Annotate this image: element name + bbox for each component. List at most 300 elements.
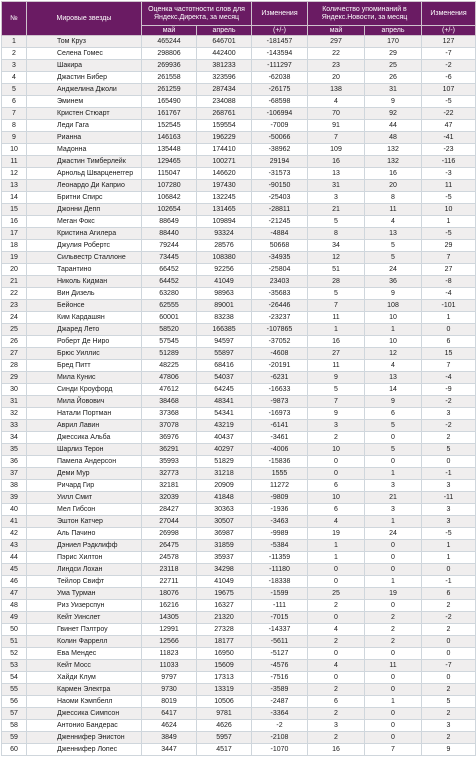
cell-news-april: 14 (365, 384, 422, 396)
cell-freq-april: 28576 (197, 240, 252, 252)
cell-news-may: 27 (308, 348, 365, 360)
cell-freq-change: -38962 (252, 144, 308, 156)
cell-freq-may: 146163 (142, 132, 197, 144)
cell-news-change: 7 (422, 252, 476, 264)
cell-name: Уилл Смит (27, 492, 142, 504)
cell-freq-may: 79244 (142, 240, 197, 252)
cell-name: Ричард Гир (27, 480, 142, 492)
table-row (2, 108, 476, 120)
cell-num: 60 (2, 744, 27, 756)
cell-name: Аль Пачино (27, 528, 142, 540)
cell-name: Леонардо Ди Каприо (27, 180, 142, 192)
cell-freq-change: -3463 (252, 516, 308, 528)
cell-num: 58 (2, 720, 27, 732)
cell-freq-april: 323596 (197, 72, 252, 84)
cell-freq-may: 66452 (142, 264, 197, 276)
cell-news-april: 0 (365, 672, 422, 684)
cell-news-change: 6 (422, 588, 476, 600)
cell-freq-change: -68598 (252, 96, 308, 108)
cell-num: 55 (2, 684, 27, 696)
cell-freq-may: 62555 (142, 300, 197, 312)
cell-num: 13 (2, 180, 27, 192)
cell-name: Джулия Робертс (27, 240, 142, 252)
cell-freq-april: 146620 (197, 168, 252, 180)
cell-news-may: 4 (308, 516, 365, 528)
table-row (2, 468, 476, 480)
cell-name: Кейт Мосс (27, 660, 142, 672)
table-row (2, 636, 476, 648)
cell-news-may: 1 (308, 552, 365, 564)
cell-num: 57 (2, 708, 27, 720)
table-row (2, 72, 476, 84)
cell-news-april: 3 (365, 480, 422, 492)
cell-news-may: 19 (308, 528, 365, 540)
cell-freq-change: -16633 (252, 384, 308, 396)
cell-name: Мел Гибсон (27, 504, 142, 516)
cell-freq-may: 23118 (142, 564, 197, 576)
table-row (2, 660, 476, 672)
header-pm1: (+/-) (252, 26, 308, 36)
cell-news-april: 0 (365, 564, 422, 576)
cell-freq-may: 38468 (142, 396, 197, 408)
cell-freq-change: 29194 (252, 156, 308, 168)
cell-freq-may: 135448 (142, 144, 197, 156)
header-pm2: (+/-) (422, 26, 476, 36)
cell-news-change: -6 (422, 72, 476, 84)
table-row (2, 96, 476, 108)
cell-name: Риз Уизерспун (27, 600, 142, 612)
cell-freq-april: 30507 (197, 516, 252, 528)
table-row (2, 648, 476, 660)
cell-news-april: 0 (365, 600, 422, 612)
cell-freq-may: 14305 (142, 612, 197, 624)
cell-freq-change: -26446 (252, 300, 308, 312)
header-april2: апрель (365, 26, 422, 36)
cell-freq-april: 31859 (197, 540, 252, 552)
cell-news-change: -8 (422, 276, 476, 288)
cell-num: 59 (2, 732, 27, 744)
cell-num: 42 (2, 528, 27, 540)
cell-news-change: 2 (422, 732, 476, 744)
cell-news-may: 31 (308, 180, 365, 192)
cell-news-april: 11 (365, 204, 422, 216)
cell-news-april: 8 (365, 192, 422, 204)
cell-freq-may: 26998 (142, 528, 197, 540)
cell-freq-april: 64245 (197, 384, 252, 396)
cell-news-change: -4 (422, 372, 476, 384)
cell-news-april: 21 (365, 492, 422, 504)
table-row (2, 552, 476, 564)
table-row (2, 372, 476, 384)
header-num: № (2, 2, 27, 36)
cell-freq-may: 11033 (142, 660, 197, 672)
table-row (2, 480, 476, 492)
cell-freq-may: 16216 (142, 600, 197, 612)
table-row (2, 384, 476, 396)
cell-news-may: 1 (308, 540, 365, 552)
cell-freq-change: -18338 (252, 576, 308, 588)
cell-news-change: 7 (422, 360, 476, 372)
cell-news-change: -7 (422, 660, 476, 672)
cell-news-change: 2 (422, 600, 476, 612)
cell-freq-may: 36291 (142, 444, 197, 456)
cell-num: 20 (2, 264, 27, 276)
cell-num: 12 (2, 168, 27, 180)
cell-freq-april: 196229 (197, 132, 252, 144)
table-row (2, 684, 476, 696)
cell-freq-may: 60001 (142, 312, 197, 324)
cell-freq-may: 28427 (142, 504, 197, 516)
table-row (2, 336, 476, 348)
cell-freq-change: -28811 (252, 204, 308, 216)
cell-freq-change: -1070 (252, 744, 308, 756)
cell-freq-april: 31218 (197, 468, 252, 480)
cell-news-change: 2 (422, 432, 476, 444)
cell-news-april: 92 (365, 108, 422, 120)
cell-news-may: 9 (308, 408, 365, 420)
cell-news-change: 1 (422, 552, 476, 564)
cell-news-change: 3 (422, 504, 476, 516)
cell-num: 17 (2, 228, 27, 240)
table-row (2, 612, 476, 624)
cell-name: Линдси Лохан (27, 564, 142, 576)
cell-freq-may: 9730 (142, 684, 197, 696)
cell-news-may: 1 (308, 324, 365, 336)
cell-news-april: 2 (365, 624, 422, 636)
cell-news-april: 0 (365, 708, 422, 720)
cell-name: Кристен Стюарт (27, 108, 142, 120)
cell-freq-april: 109894 (197, 216, 252, 228)
cell-name: Шакира (27, 60, 142, 72)
cell-freq-change: -6231 (252, 372, 308, 384)
cell-freq-april: 27328 (197, 624, 252, 636)
cell-freq-april: 68416 (197, 360, 252, 372)
cell-news-may: 4 (308, 660, 365, 672)
cell-name: Николь Кидман (27, 276, 142, 288)
cell-freq-change: -5611 (252, 636, 308, 648)
cell-news-change: 29 (422, 240, 476, 252)
cell-freq-may: 8019 (142, 696, 197, 708)
cell-num: 37 (2, 468, 27, 480)
cell-num: 47 (2, 588, 27, 600)
cell-num: 38 (2, 480, 27, 492)
cell-news-change: -5 (422, 228, 476, 240)
cell-freq-april: 16950 (197, 648, 252, 660)
cell-news-change: 2 (422, 708, 476, 720)
cell-freq-april: 132245 (197, 192, 252, 204)
cell-news-april: 44 (365, 120, 422, 132)
header-may2: май (308, 26, 365, 36)
cell-news-change: -7 (422, 48, 476, 60)
table-body (2, 36, 476, 756)
header-april: апрель (197, 26, 252, 36)
cell-num: 41 (2, 516, 27, 528)
cell-news-april: 16 (365, 168, 422, 180)
cell-freq-may: 129465 (142, 156, 197, 168)
table-row (2, 528, 476, 540)
cell-freq-change: -37052 (252, 336, 308, 348)
cell-news-may: 2 (308, 432, 365, 444)
cell-news-may: 0 (308, 672, 365, 684)
cell-name: Ким Кардашян (27, 312, 142, 324)
cell-freq-april: 646701 (197, 36, 252, 48)
cell-freq-may: 18076 (142, 588, 197, 600)
cell-news-change: -101 (422, 300, 476, 312)
cell-freq-april: 48341 (197, 396, 252, 408)
cell-freq-april: 100271 (197, 156, 252, 168)
cell-freq-may: 26475 (142, 540, 197, 552)
cell-news-april: 2 (365, 612, 422, 624)
cell-news-april: 2 (365, 636, 422, 648)
cell-news-may: 5 (308, 288, 365, 300)
cell-freq-may: 161767 (142, 108, 197, 120)
cell-news-change: -116 (422, 156, 476, 168)
table-row (2, 132, 476, 144)
cell-freq-april: 287434 (197, 84, 252, 96)
cell-freq-may: 106842 (142, 192, 197, 204)
cell-news-may: 9 (308, 372, 365, 384)
cell-news-april: 12 (365, 348, 422, 360)
table-row (2, 300, 476, 312)
cell-freq-april: 98963 (197, 288, 252, 300)
cell-freq-change: -90150 (252, 180, 308, 192)
cell-news-change: -1 (422, 576, 476, 588)
cell-freq-change: -3461 (252, 432, 308, 444)
cell-news-april: 11 (365, 660, 422, 672)
cell-freq-may: 32773 (142, 468, 197, 480)
cell-num: 2 (2, 48, 27, 60)
cell-news-change: -2 (422, 396, 476, 408)
cell-num: 46 (2, 576, 27, 588)
cell-freq-may: 58520 (142, 324, 197, 336)
cell-news-may: 34 (308, 240, 365, 252)
cell-num: 53 (2, 660, 27, 672)
cell-news-april: 0 (365, 552, 422, 564)
cell-freq-april: 4517 (197, 744, 252, 756)
cell-freq-may: 37368 (142, 408, 197, 420)
cell-freq-may: 6417 (142, 708, 197, 720)
cell-news-change: 2 (422, 624, 476, 636)
cell-freq-change: -106994 (252, 108, 308, 120)
cell-freq-change: -26175 (252, 84, 308, 96)
table-row (2, 732, 476, 744)
cell-freq-change: -111 (252, 600, 308, 612)
cell-freq-may: 261558 (142, 72, 197, 84)
cell-freq-may: 35993 (142, 456, 197, 468)
header-name: Мировые звезды (27, 2, 142, 36)
cell-freq-may: 63280 (142, 288, 197, 300)
cell-freq-april: 268761 (197, 108, 252, 120)
cell-news-may: 23 (308, 60, 365, 72)
cell-news-may: 7 (308, 132, 365, 144)
cell-news-change: 47 (422, 120, 476, 132)
cell-freq-change: -62038 (252, 72, 308, 84)
cell-name: Ева Мендес (27, 648, 142, 660)
cell-news-change: -3 (422, 168, 476, 180)
cell-freq-april: 19675 (197, 588, 252, 600)
table-row (2, 60, 476, 72)
cell-freq-april: 34298 (197, 564, 252, 576)
cell-news-april: 1 (365, 324, 422, 336)
cell-news-change: 1 (422, 312, 476, 324)
cell-news-may: 2 (308, 636, 365, 648)
cell-freq-may: 115047 (142, 168, 197, 180)
cell-freq-may: 12566 (142, 636, 197, 648)
cell-name: Ума Турман (27, 588, 142, 600)
cell-news-may: 11 (308, 360, 365, 372)
cell-freq-change: -11359 (252, 552, 308, 564)
cell-freq-change: -3589 (252, 684, 308, 696)
cell-name: Леди Гага (27, 120, 142, 132)
cell-num: 33 (2, 420, 27, 432)
table-row (2, 516, 476, 528)
cell-num: 50 (2, 624, 27, 636)
table-row (2, 576, 476, 588)
cell-freq-april: 108380 (197, 252, 252, 264)
cell-news-april: 4 (365, 216, 422, 228)
cell-num: 25 (2, 324, 27, 336)
cell-news-change: -1 (422, 468, 476, 480)
cell-freq-may: 3849 (142, 732, 197, 744)
cell-news-may: 11 (308, 312, 365, 324)
cell-news-april: 1 (365, 468, 422, 480)
cell-num: 30 (2, 384, 27, 396)
cell-news-may: 5 (308, 384, 365, 396)
cell-news-change: 0 (422, 564, 476, 576)
cell-news-may: 13 (308, 168, 365, 180)
cell-news-may: 0 (308, 612, 365, 624)
cell-news-may: 2 (308, 732, 365, 744)
table-row (2, 324, 476, 336)
cell-freq-may: 11823 (142, 648, 197, 660)
cell-news-change: -11 (422, 492, 476, 504)
cell-name: Кейт Уинслет (27, 612, 142, 624)
table-row (2, 720, 476, 732)
cell-num: 18 (2, 240, 27, 252)
cell-name: Меган Фокс (27, 216, 142, 228)
cell-freq-change: -3364 (252, 708, 308, 720)
table-row (2, 432, 476, 444)
cell-freq-april: 40437 (197, 432, 252, 444)
cell-num: 24 (2, 312, 27, 324)
table-row (2, 696, 476, 708)
table-row (2, 168, 476, 180)
cell-freq-may: 32039 (142, 492, 197, 504)
cell-name: Пэрис Хилтон (27, 552, 142, 564)
cell-freq-april: 15609 (197, 660, 252, 672)
cell-news-may: 16 (308, 744, 365, 756)
cell-name: Дэниел Рэдклифф (27, 540, 142, 552)
cell-news-april: 0 (365, 648, 422, 660)
cell-freq-may: 152545 (142, 120, 197, 132)
cell-freq-may: 12991 (142, 624, 197, 636)
cell-freq-change: -107865 (252, 324, 308, 336)
cell-num: 44 (2, 552, 27, 564)
cell-news-change: 3 (422, 516, 476, 528)
cell-news-may: 5 (308, 216, 365, 228)
cell-freq-change: -181457 (252, 36, 308, 48)
table-header (2, 2, 476, 36)
table-row (2, 36, 476, 48)
cell-freq-april: 9781 (197, 708, 252, 720)
cell-num: 39 (2, 492, 27, 504)
cell-news-may: 6 (308, 480, 365, 492)
cell-num: 35 (2, 444, 27, 456)
cell-news-may: 2 (308, 708, 365, 720)
cell-news-april: 132 (365, 144, 422, 156)
cell-freq-april: 83238 (197, 312, 252, 324)
cell-num: 28 (2, 360, 27, 372)
cell-freq-change: -21245 (252, 216, 308, 228)
cell-freq-april: 5957 (197, 732, 252, 744)
cell-freq-april: 30363 (197, 504, 252, 516)
cell-freq-april: 51829 (197, 456, 252, 468)
table-row (2, 216, 476, 228)
cell-news-april: 0 (365, 540, 422, 552)
table-row (2, 420, 476, 432)
cell-name: Кармен Электра (27, 684, 142, 696)
table-row (2, 408, 476, 420)
cell-news-may: 0 (308, 564, 365, 576)
cell-num: 16 (2, 216, 27, 228)
cell-freq-april: 17313 (197, 672, 252, 684)
cell-freq-may: 4624 (142, 720, 197, 732)
cell-news-may: 7 (308, 300, 365, 312)
cell-num: 45 (2, 564, 27, 576)
header-may: май (142, 26, 197, 36)
cell-freq-may: 37078 (142, 420, 197, 432)
cell-freq-may: 88440 (142, 228, 197, 240)
cell-news-april: 9 (365, 396, 422, 408)
cell-freq-change: -6141 (252, 420, 308, 432)
table-row (2, 228, 476, 240)
cell-freq-may: 48225 (142, 360, 197, 372)
cell-news-april: 0 (365, 684, 422, 696)
table-row (2, 456, 476, 468)
cell-name: Джессика Альба (27, 432, 142, 444)
cell-news-may: 109 (308, 144, 365, 156)
cell-freq-april: 159554 (197, 120, 252, 132)
cell-news-may: 10 (308, 444, 365, 456)
table-row (2, 156, 476, 168)
cell-freq-april: 174410 (197, 144, 252, 156)
cell-freq-april: 234088 (197, 96, 252, 108)
cell-news-may: 2 (308, 600, 365, 612)
cell-news-april: 6 (365, 408, 422, 420)
cell-news-april: 1 (365, 696, 422, 708)
cell-name: Мила Кунис (27, 372, 142, 384)
cell-freq-may: 47612 (142, 384, 197, 396)
table-row (2, 588, 476, 600)
cell-name: Бред Питт (27, 360, 142, 372)
cell-news-april: 5 (365, 252, 422, 264)
cell-news-change: -2 (422, 420, 476, 432)
cell-num: 54 (2, 672, 27, 684)
cell-freq-april: 381233 (197, 60, 252, 72)
table-row (2, 84, 476, 96)
cell-news-may: 0 (308, 456, 365, 468)
header-news-group: Количество упоминаний в Яндекс.Новости, за месяц (308, 2, 422, 26)
cell-freq-april: 13319 (197, 684, 252, 696)
cell-news-may: 138 (308, 84, 365, 96)
cell-freq-may: 51289 (142, 348, 197, 360)
cell-news-may: 8 (308, 228, 365, 240)
cell-name: Бритни Спирс (27, 192, 142, 204)
cell-freq-may: 102654 (142, 204, 197, 216)
cell-freq-change: -5384 (252, 540, 308, 552)
cell-news-change: 6 (422, 336, 476, 348)
cell-freq-may: 32181 (142, 480, 197, 492)
